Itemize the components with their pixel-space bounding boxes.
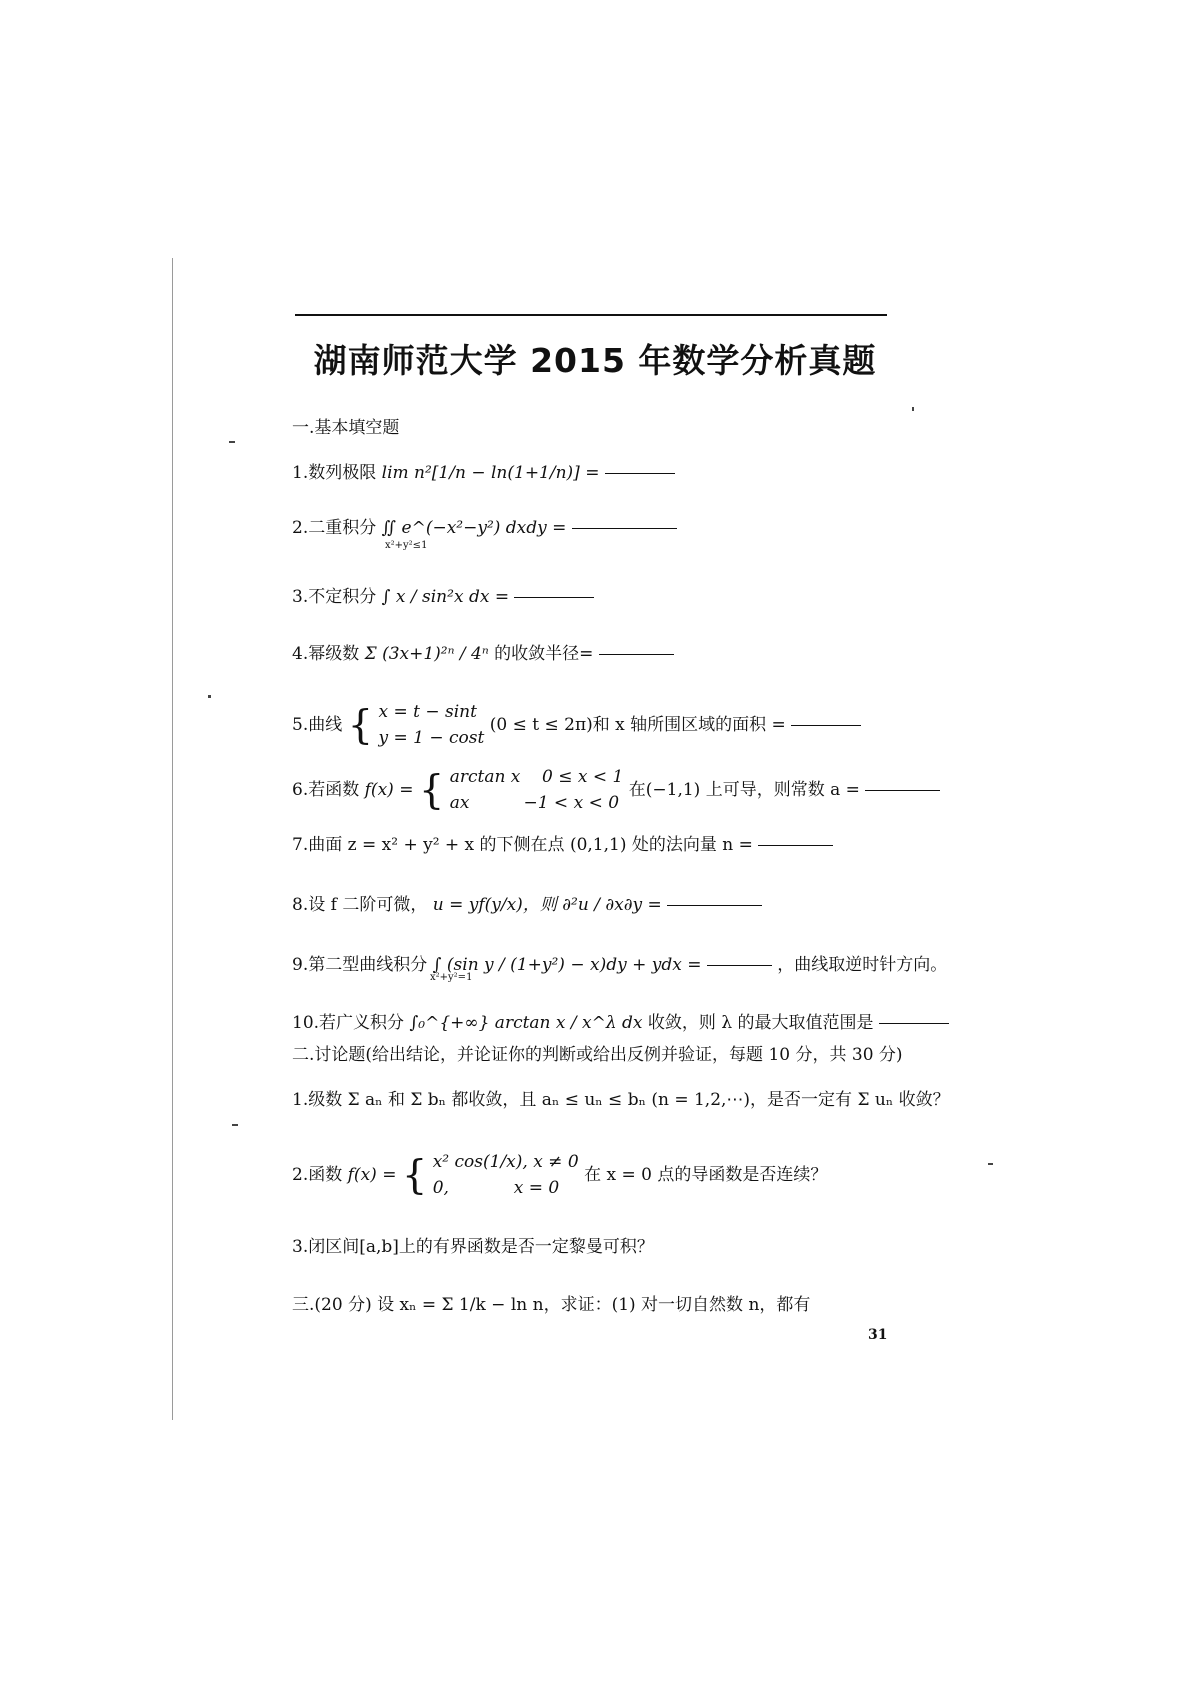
question-10-expression: ∫₀^{+∞} arctan x / x^λ dx [409, 1013, 643, 1033]
page-number: 31 [868, 1327, 888, 1343]
question-4 [292, 639, 674, 664]
document-title: 湖南师范大学 2015 年数学分析真题 [313, 341, 877, 380]
answer-blank-7[interactable] [758, 845, 833, 846]
question-10 [292, 1008, 949, 1033]
question-2-expression: ∬ e^(−x²−y²) dxdy = [381, 518, 567, 538]
question-5 [292, 700, 861, 751]
case-line: ax −1 < x < 0 [449, 792, 620, 813]
left-brace: { [401, 1152, 428, 1199]
question-8-expression: u = yf(y/x)，则 [432, 895, 557, 915]
scan-speck [229, 441, 235, 443]
question-1-expression: lim n²[1/n − ln(1+1/n)] = [381, 463, 600, 483]
question-3-label: 3.不定积分 [292, 587, 377, 607]
question-9-expression: ∫ (sin y / (1+y²) − x)dy + ydx = [432, 955, 702, 975]
section-3 [292, 1290, 810, 1315]
question-2-domain: x²+y²≤1 [385, 540, 428, 551]
section-1-heading: 一.基本填空题 [292, 418, 400, 438]
answer-blank-5[interactable] [791, 725, 861, 726]
discussion-1 [292, 1085, 950, 1110]
question-3 [292, 582, 594, 607]
answer-blank-2[interactable] [572, 528, 677, 529]
answer-blank-9[interactable] [707, 965, 772, 966]
question-6 [292, 765, 940, 816]
scan-speck [912, 407, 914, 411]
scan-speck [208, 695, 211, 698]
question-1 [292, 458, 675, 483]
question-8-derivative: ∂²u / ∂x∂y = [562, 895, 662, 915]
question-9-domain: x²+y²=1 [430, 972, 473, 983]
left-brace: { [347, 702, 374, 749]
left-brace: { [418, 767, 445, 814]
discussion-3-text: 3.闭区间[a,b]上的有界函数是否一定黎曼可积？ [292, 1237, 654, 1257]
question-3-expression: ∫ x / sin²x dx = [381, 587, 510, 607]
question-4-expression: Σ (3x+1)²ⁿ / 4ⁿ [364, 644, 489, 664]
scan-speck [988, 1163, 993, 1165]
question-7-text: 7.曲面 z = x² + y² + x 的下侧在点 (0,1,1) 处的法向量 n = [292, 835, 753, 855]
discussion-2-label: 2.函数 [292, 1165, 343, 1185]
question-8 [292, 890, 762, 915]
case-line: x² cos(1/x), x ≠ 0 [432, 1152, 579, 1172]
question-7 [292, 830, 833, 855]
question-2 [292, 513, 677, 538]
case-line: 0, x = 0 [432, 1177, 560, 1198]
case-line: arctan x 0 ≤ x < 1 [449, 767, 624, 787]
question-9 [292, 950, 947, 975]
discussion-1-text: 1.级数 Σ aₙ 和 Σ bₙ 都收敛，且 aₙ ≤ uₙ ≤ bₙ (n = 1,2,⋯)，是否一定有 Σ uₙ 收敛？ [292, 1090, 950, 1110]
header-rule [295, 314, 887, 316]
discussion-2-cases [433, 1150, 579, 1201]
question-5-suffix: (0 ≤ t ≤ 2π)和 x 轴所围区域的面积 = [489, 715, 786, 735]
answer-blank-1[interactable] [605, 473, 675, 474]
scan-speck [232, 1124, 238, 1126]
discussion-2-suffix: 在 x = 0 点的导函数是否连续？ [584, 1165, 828, 1185]
question-9-label: 9.第二型曲线积分 [292, 955, 428, 975]
question-4-label: 4.幂级数 [292, 644, 360, 664]
question-10-suffix: 收敛，则 λ 的最大取值范围是 [647, 1013, 874, 1033]
answer-blank-8[interactable] [667, 905, 762, 906]
section-2-heading: 二.讨论题(给出结论，并论证你的判断或给出反例并验证，每题 10 分，共 30 分) [292, 1045, 903, 1065]
question-10-label: 10.若广义积分 [292, 1013, 405, 1033]
question-6-suffix: 在(−1,1) 上可导，则常数 a = [628, 780, 860, 800]
scan-edge-line [172, 258, 173, 1420]
question-8-label: 8.设 f 二阶可微， [292, 895, 428, 915]
question-5-cases [379, 700, 485, 751]
case-line: x = t − sint [378, 702, 477, 722]
question-6-function: f(x) = [364, 780, 414, 800]
answer-blank-6[interactable] [865, 790, 940, 791]
answer-blank-10[interactable] [879, 1023, 949, 1024]
discussion-3 [292, 1232, 654, 1257]
discussion-2-function: f(x) = [347, 1165, 397, 1185]
question-5-label: 5.曲线 [292, 715, 343, 735]
question-2-label: 2.二重积分 [292, 518, 377, 538]
answer-blank-4[interactable] [599, 654, 674, 655]
discussion-2 [292, 1150, 827, 1201]
question-1-label: 1.数列极限 [292, 463, 377, 483]
question-9-suffix: ，曲线取逆时针方向。 [777, 955, 948, 975]
question-6-cases [450, 765, 624, 816]
section-3-text: 三.(20 分) 设 xₙ = Σ 1/k − ln n，求证：(1) 对一切自然数 n，都有 [292, 1295, 811, 1315]
answer-blank-3[interactable] [514, 597, 594, 598]
question-4-suffix: 的收敛半径= [494, 644, 594, 664]
case-line: y = 1 − cost [378, 727, 485, 748]
question-6-label: 6.若函数 [292, 780, 360, 800]
